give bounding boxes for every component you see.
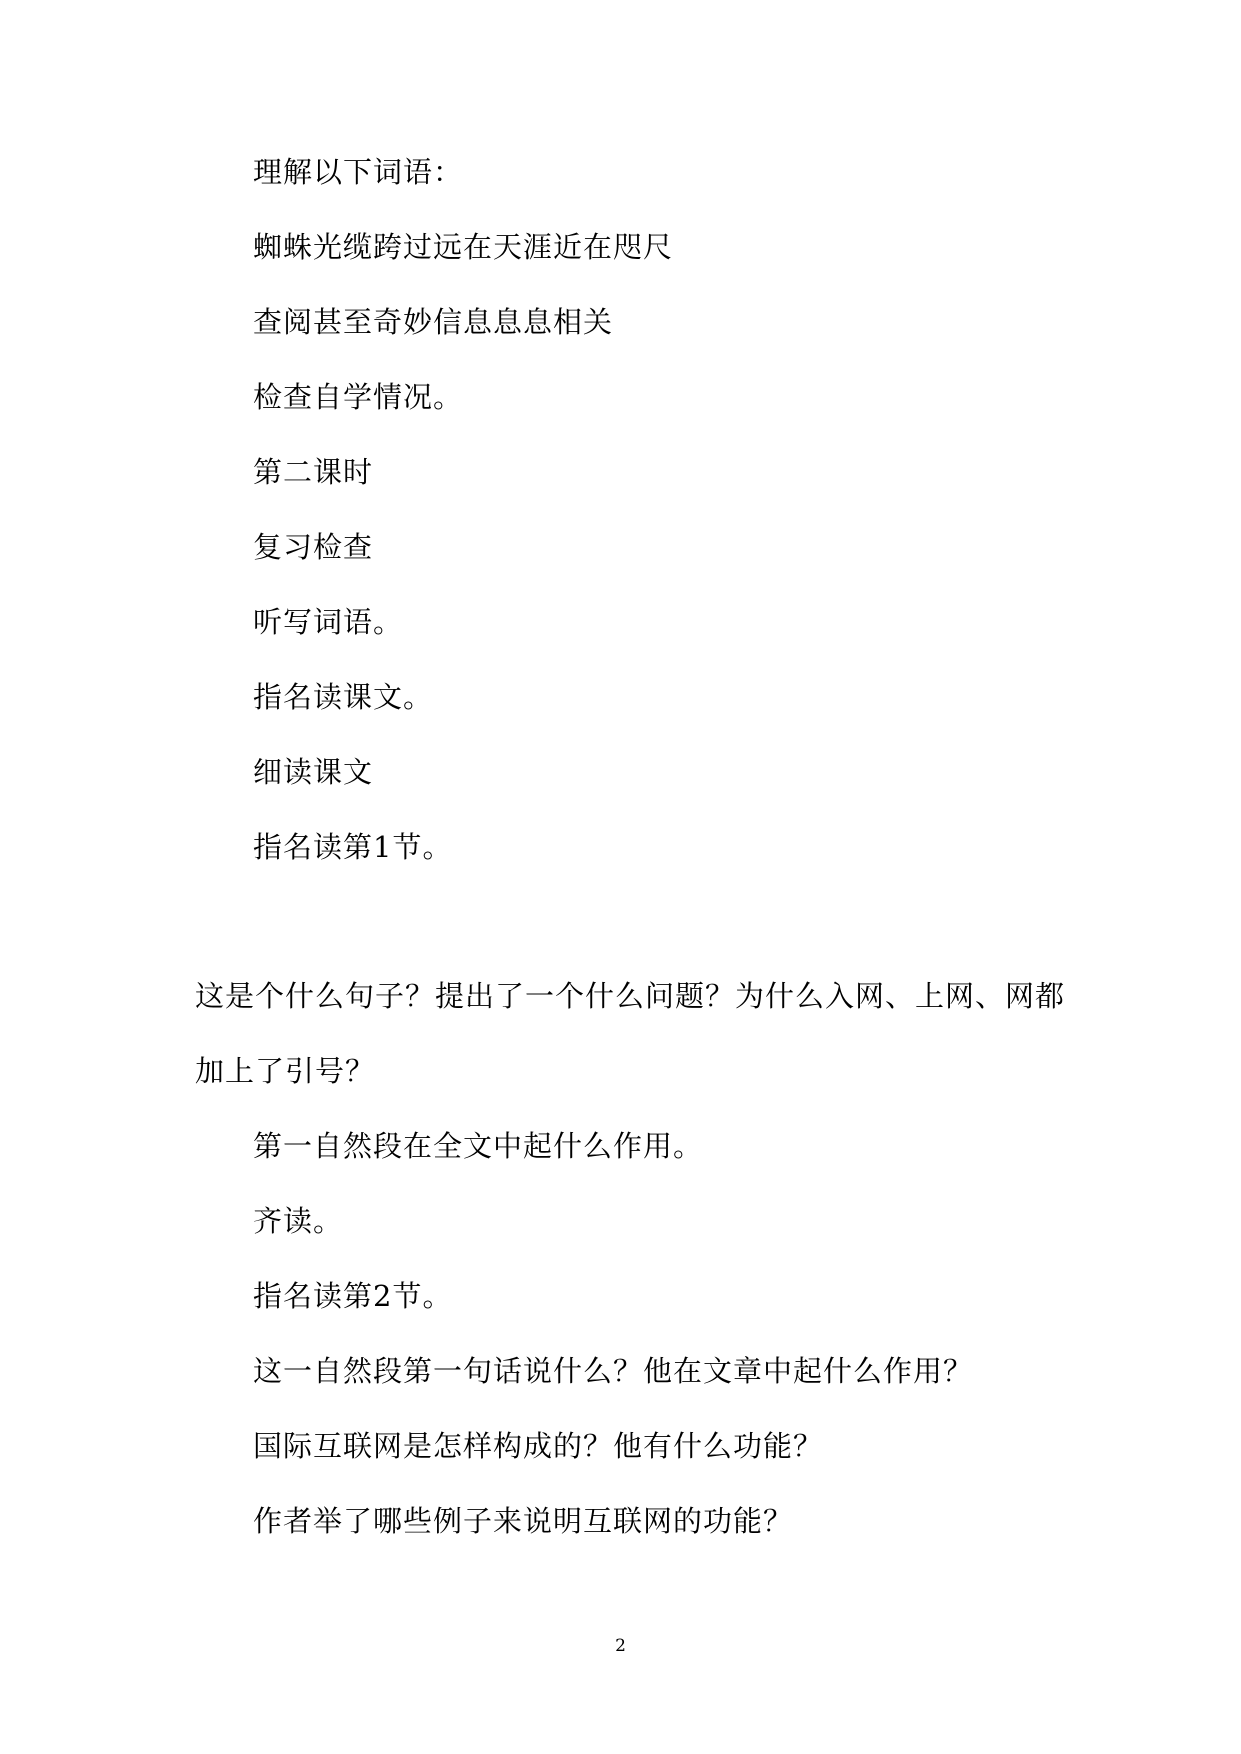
paragraph-line: 加上了引号？ (195, 1054, 376, 1088)
paragraph-line: 听写词语。 (253, 605, 404, 639)
paragraph-line: 指名读课文。 (253, 680, 434, 714)
paragraph-line: 指名读第1节。 (253, 830, 453, 864)
paragraph-line: 国际互联网是怎样构成的？他有什么功能？ (253, 1429, 824, 1463)
paragraph-line: 细读课文 (253, 755, 374, 789)
paragraph-line: 作者举了哪些例子来说明互联网的功能？ (253, 1504, 794, 1538)
paragraph-line: 蜘蛛光缆跨过远在天涯近在咫尺 (253, 230, 674, 264)
paragraph-line: 检查自学情况。 (253, 380, 464, 414)
paragraph-line: 齐读。 (253, 1204, 344, 1238)
paragraph-line: 指名读第2节。 (253, 1279, 453, 1313)
paragraph-line: 第一自然段在全文中起什么作用。 (253, 1129, 704, 1163)
section-heading: 第二课时 (253, 455, 374, 489)
paragraph-line: 理解以下词语： (253, 155, 464, 189)
paragraph-line: 这一自然段第一句话说什么？他在文章中起什么作用？ (253, 1354, 974, 1388)
page-number: 2 (615, 1636, 626, 1656)
paragraph-line: 查阅甚至奇妙信息息息相关 (253, 305, 614, 339)
paragraph-line: 复习检查 (253, 530, 374, 564)
paragraph-line: 这是个什么句子？提出了一个什么问题？为什么入网、上网、网都 (195, 979, 1066, 1013)
